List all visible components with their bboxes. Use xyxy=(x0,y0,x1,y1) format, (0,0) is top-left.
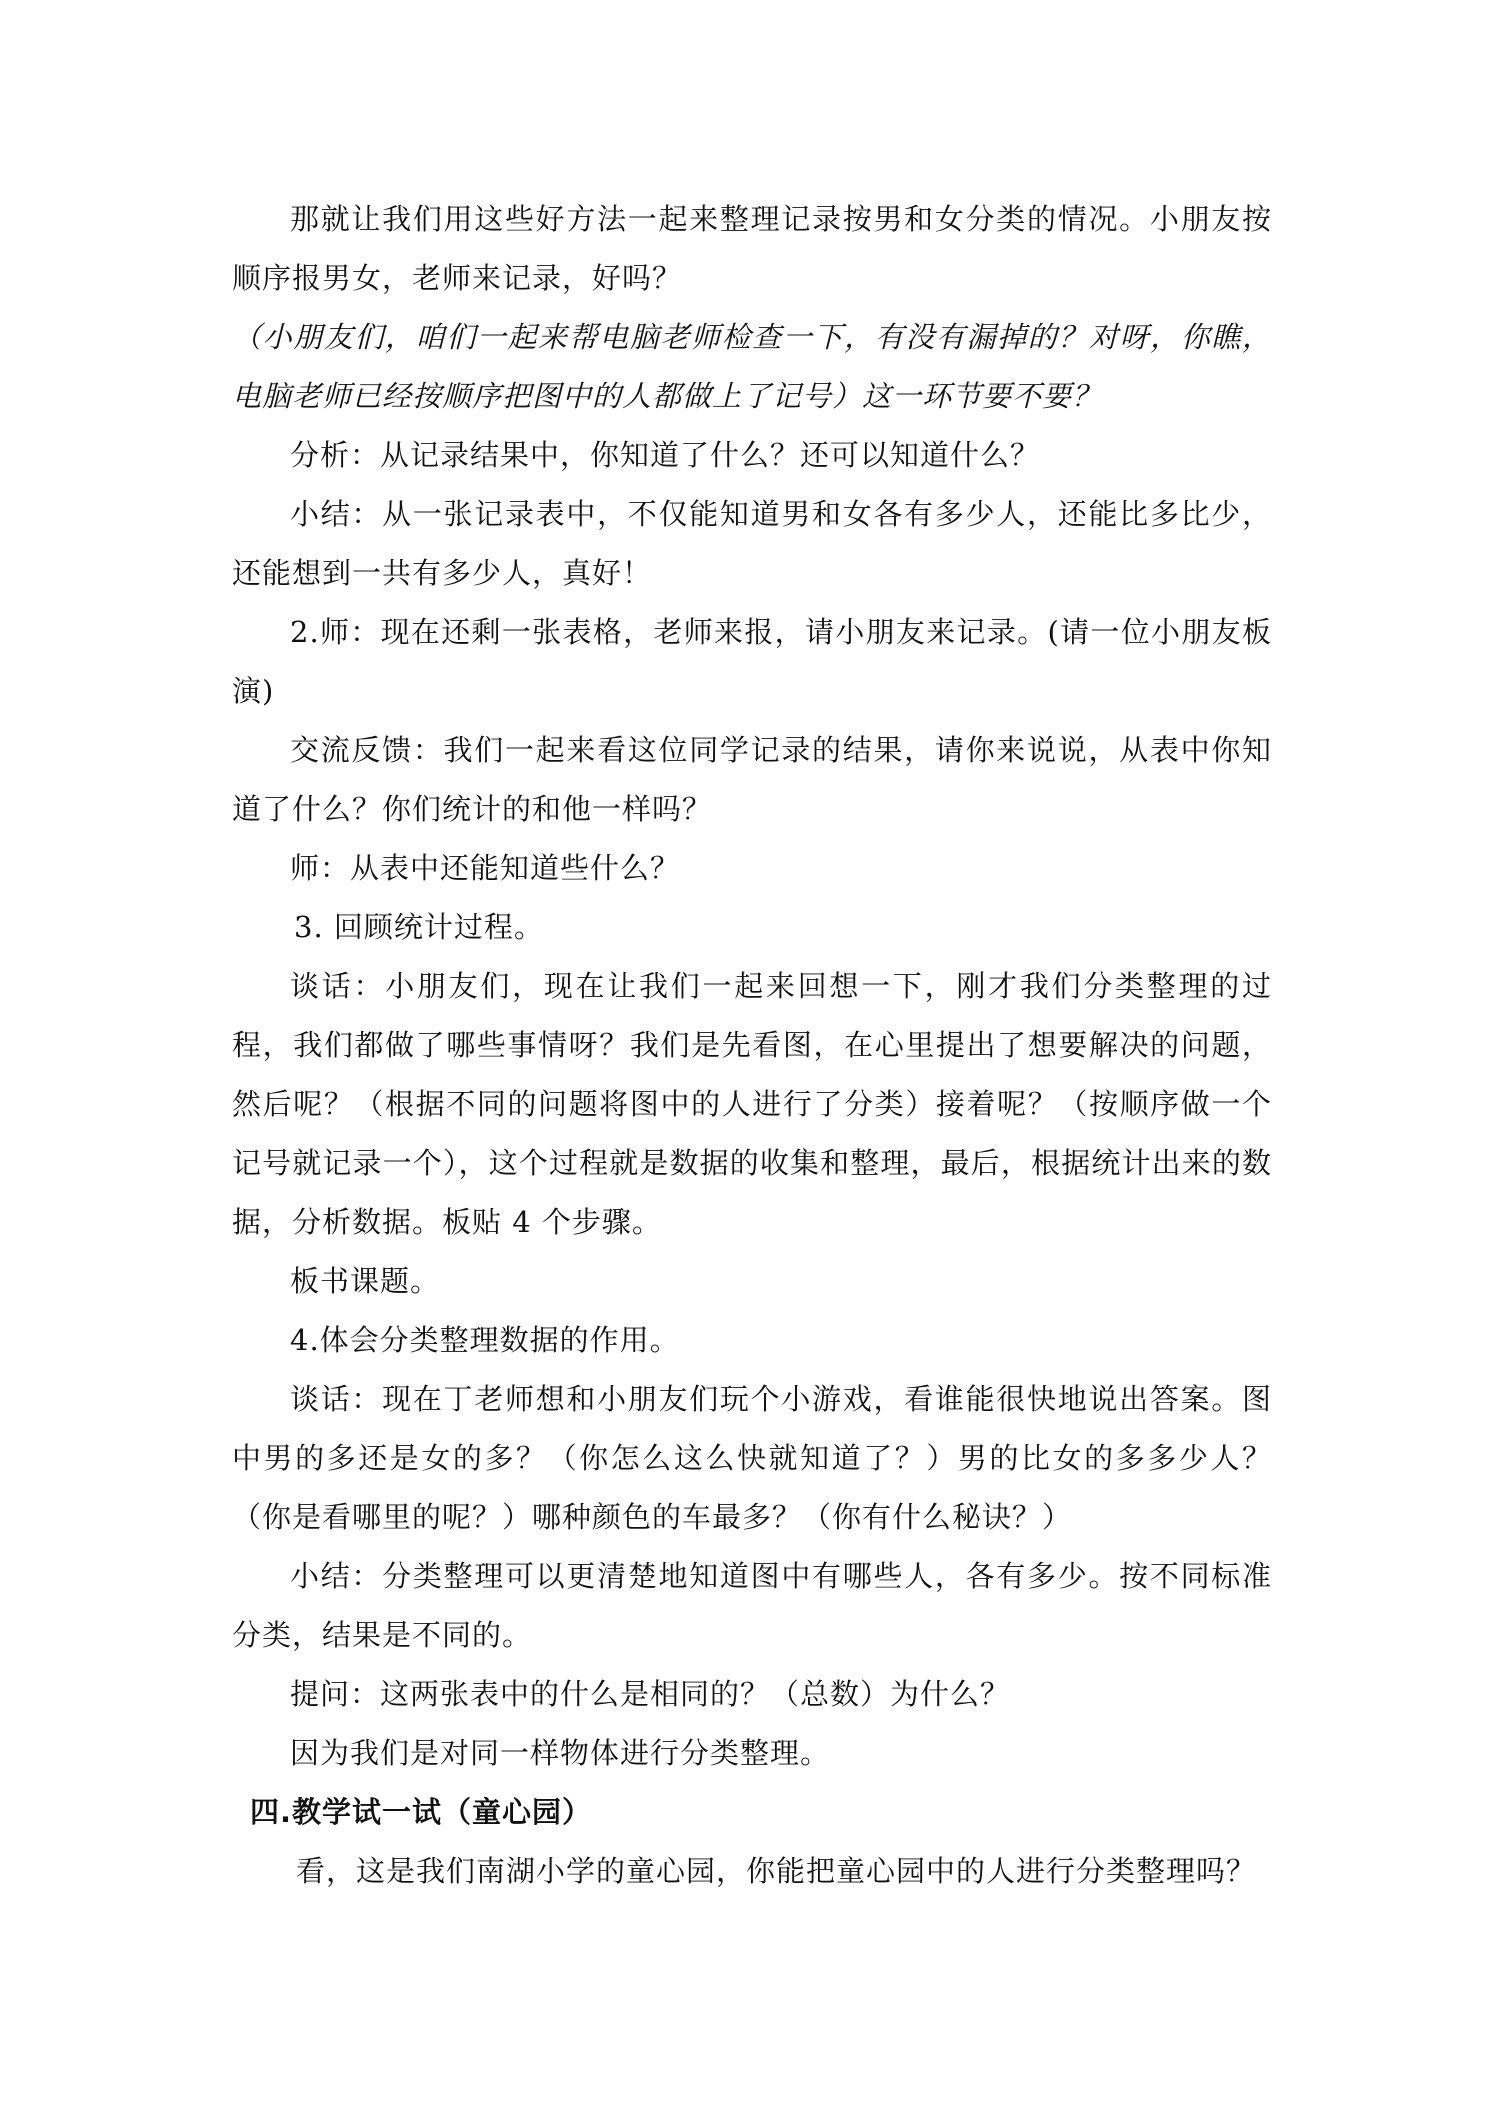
paragraph-intro: 那就让我们用这些好方法一起来整理记录按男和女分类的情况。小朋友按顺序报男女，老师来记录，好吗？ xyxy=(232,202,1272,295)
paragraph-game-talk: 谈话：现在丁老师想和小朋友们玩个小游戏，看谁能很快地说出答案。图中男的多还是女的多？（你怎么这么快就知道了？）男的比女的多多少人？（你是看哪里的呢？）哪种颜色的车最多？（你有什么秘诀？） xyxy=(232,1382,1272,1534)
paragraph-step-3: 3. 回顾统计过程。 xyxy=(294,910,544,944)
paragraph-italic-note: （小朋友们，咱们一起来帮电脑老师检查一下，有没有漏掉的？对呀，你瞧，电脑老师已经按顺序把图中的人都做上了记号）这一环节要不要？ xyxy=(232,320,1272,413)
paragraph-analysis: 分析：从记录结果中，你知道了什么？还可以知道什么？ xyxy=(290,438,1041,472)
paragraph-teacher-question: 师：从表中还能知道些什么？ xyxy=(290,851,681,885)
document-body xyxy=(232,190,1272,1901)
paragraph-reason: 因为我们是对同一样物体进行分类整理。 xyxy=(290,1736,831,1770)
paragraph-summary-2: 小结：分类整理可以更清楚地知道图中有哪些人，各有多少。按不同标准分类，结果是不同的。 xyxy=(232,1559,1272,1652)
paragraph-step-2: 2.师：现在还剩一张表格，老师来报，请小朋友来记录。(请一位小朋友板演) xyxy=(232,615,1272,708)
paragraph-summary-1: 小结：从一张记录表中，不仅能知道男和女各有多少人，还能比多比少，还能想到一共有多少人，真好！ xyxy=(232,497,1272,590)
paragraph-review-talk: 谈话：小朋友们，现在让我们一起来回想一下，刚才我们分类整理的过程，我们都做了哪些事情呀？我们是先看图，在心里提出了想要解决的问题，然后呢？（根据不同的问题将图中的人进行了分类）接着呢？（按顺序做一个记号就记录一个），这个过程就是数据的收集和整理，最后，根据统计出来的数据，分析数据。板贴 4 个步骤。 xyxy=(232,969,1272,1239)
paragraph-feedback: 交流反馈：我们一起来看这位同学记录的结果，请你来说说，从表中你知道了什么？你们统计的和他一样吗？ xyxy=(232,733,1272,826)
paragraph-final: 看，这是我们南湖小学的童心园，你能把童心园中的人进行分类整理吗？ xyxy=(296,1854,1257,1888)
paragraph-board-title: 板书课题。 xyxy=(290,1264,441,1298)
paragraph-step-4: 4.体会分类整理数据的作用。 xyxy=(290,1323,680,1357)
section-heading: 四.教学试一试（童心园） xyxy=(250,1795,593,1829)
paragraph-question: 提问：这两张表中的什么是相同的？（总数）为什么？ xyxy=(290,1677,1011,1711)
